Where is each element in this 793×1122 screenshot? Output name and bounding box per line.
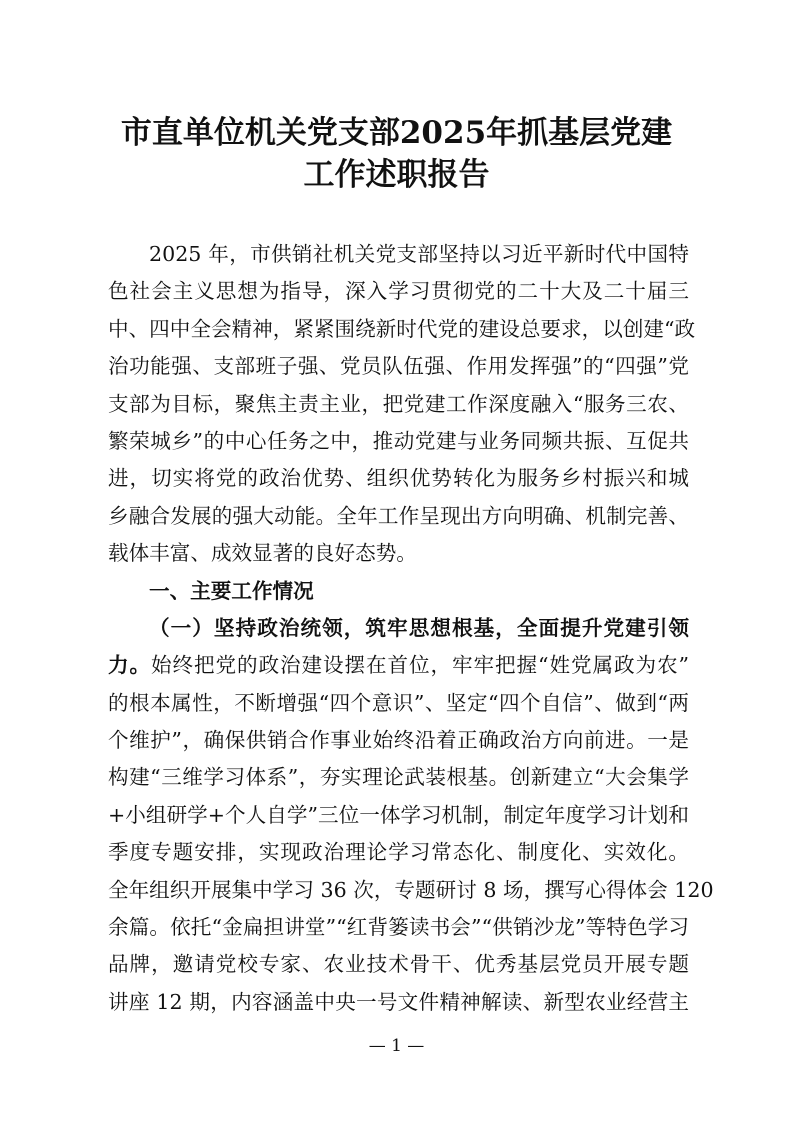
text-line: 构建“三维学习体系”，夯实理论武装根基。创新建立“大会集学 — [108, 765, 689, 790]
text-line: 品牌，邀请党校专家、农业技术骨干、优秀基层党员开展专题 — [108, 952, 689, 977]
document-title — [0, 112, 793, 196]
text-line: 季度专题安排，实现政治理论学习常态化、制度化、实效化。 — [108, 840, 689, 865]
text-line: 进，切实将党的政治优势、组织优势转化为服务乡村振兴和城 — [108, 466, 689, 491]
text-line: 支部为目标，聚焦主责主业，把党建工作深度融入“服务三农、 — [108, 391, 689, 416]
page-number: — 1 — — [368, 1036, 425, 1056]
text-line: 载体丰富、成效显著的良好态势。 — [108, 541, 417, 566]
text-line: +小组研学+个人自学”三位一体学习机制，制定年度学习计划和 — [108, 802, 689, 827]
text-line: 的根本属性，不断增强“四个意识”、坚定“四个自信”、做到“两 — [108, 690, 689, 715]
title-line-2: 工作述职报告 — [303, 157, 490, 193]
text-line: 色社会主义思想为指导，深入学习贯彻党的二十大及二十届三 — [108, 279, 689, 304]
document-body — [108, 236, 714, 1021]
text-line: 繁荣城乡”的中心任务之中，推动党建与业务同频共振、互促共 — [108, 428, 689, 453]
text-line: 治功能强、支部班子强、党员队伍强、作用发挥强”的“四强”党 — [108, 354, 689, 379]
text-line: 个维护”，确保供销合作事业始终沿着正确政治方向前进。一是 — [108, 728, 689, 753]
text-line: 余篇。依托“金扁担讲堂”“红背篓读书会”“供销沙龙”等特色学习 — [108, 915, 689, 940]
text-line: 乡融合发展的强大动能。全年工作呈现出方向明确、机制完善、 — [108, 503, 689, 528]
text-line: 中、四中全会精神，紧紧围绕新时代党的建设总要求，以创建“政 — [108, 316, 696, 341]
text-segment: 始终把党的政治建设摆在首位，牢牢把握“姓党属政为农” — [151, 653, 690, 678]
text-line: 2025 年，市供销社机关党支部坚持以习近平新时代中国特 — [149, 242, 689, 266]
title-line-1: 市直单位机关党支部2025年抓基层党建 — [120, 115, 673, 151]
subheading-line: （一）坚持政治统领，筑牢思想根基，全面提升党建引领 — [149, 615, 689, 640]
subheading-end: 力。 — [108, 653, 152, 678]
text-line — [108, 647, 689, 684]
intro-paragraph — [108, 236, 696, 573]
text-line: 全年组织开展集中学习 36 次，专题研讨 8 场，撰写心得体会 120 — [108, 877, 714, 902]
section-heading: 一、主要工作情况 — [149, 578, 314, 603]
section-paragraph — [108, 610, 714, 1021]
text-line: 讲座 12 期，内容涵盖中央一号文件精神解读、新型农业经营主 — [108, 989, 689, 1014]
